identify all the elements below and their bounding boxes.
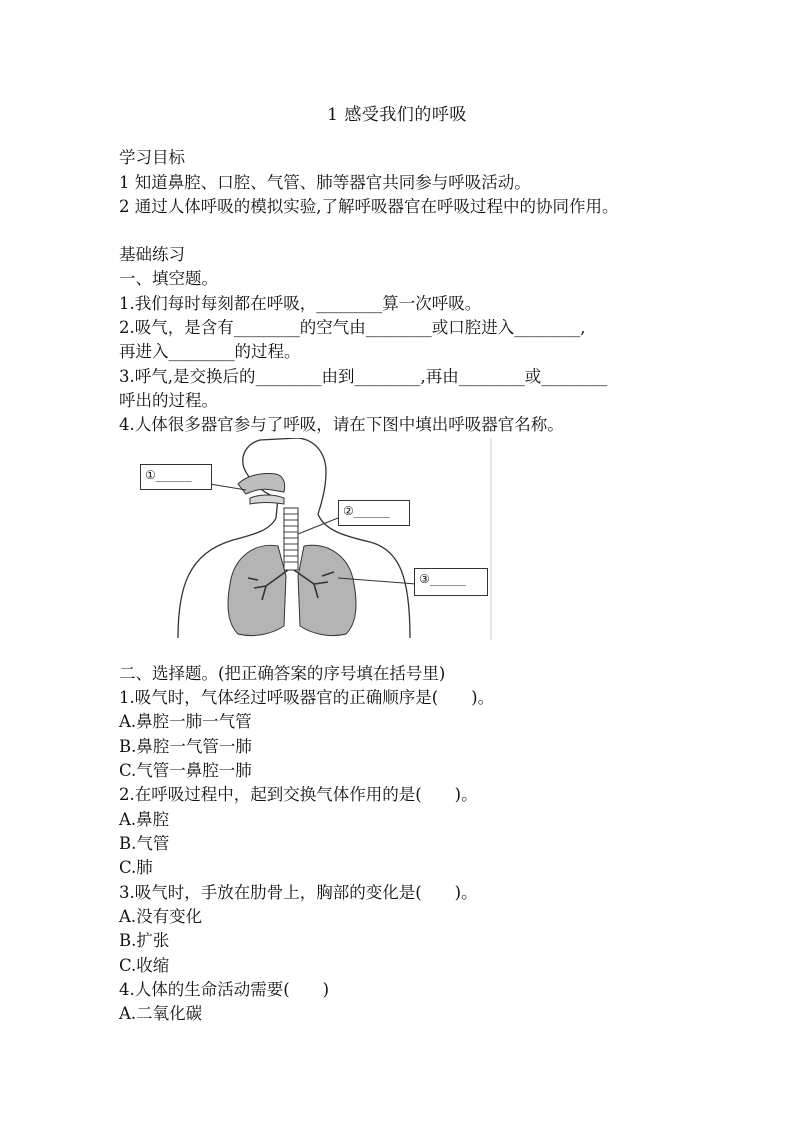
choice-option: C.收缩 <box>119 956 170 975</box>
choice-option: B.鼻腔一气管一肺 <box>119 737 252 756</box>
fill-question-continued: 呼出的过程。 <box>119 391 218 410</box>
oral-cavity <box>250 495 284 504</box>
objective-item: 2 通过人体呼吸的模拟实验,了解呼吸器官在呼吸过程中的协同作用。 <box>119 197 619 216</box>
page-title: 1 感受我们的呼吸 <box>327 105 467 125</box>
choice-option: B.气管 <box>119 834 170 853</box>
fill-question: 4.人体很多器官参与了呼吸，请在下图中填出呼吸器官名称。 <box>119 415 564 434</box>
choice-option: C.肺 <box>119 858 153 877</box>
choice-question: 2.在呼吸过程中，起到交换气体作用的是( )。 <box>119 785 478 804</box>
fill-question: 3.呼气,是交换后的________由到________,再由________或________ <box>119 367 608 386</box>
fill-question: 2.吸气，是含有________的空气由________或口腔进入________, <box>119 318 586 337</box>
choice-section-heading: 二、选择题。(把正确答案的序号填在括号里) <box>119 664 446 683</box>
practice-heading: 基础练习 <box>119 245 185 264</box>
trachea <box>284 508 298 570</box>
label-box-2[interactable]: ②______ <box>338 500 410 526</box>
choice-option: A.鼻腔 <box>119 810 170 829</box>
right-lung <box>298 545 356 635</box>
choice-option: A.鼻腔一肺一气管 <box>119 712 252 731</box>
label-box-1[interactable]: ①______ <box>140 464 212 490</box>
choice-question: 4.人体的生命活动需要( ) <box>119 980 330 999</box>
fill-question: 1.我们每时每刻都在呼吸，________算一次呼吸。 <box>119 294 482 313</box>
choice-question: 1.吸气时，气体经过呼吸器官的正确顺序是( )。 <box>119 688 495 707</box>
respiratory-system-figure <box>138 438 494 640</box>
choice-option: A.没有变化 <box>119 907 203 926</box>
fill-question-continued: 再进入________的过程。 <box>119 342 301 361</box>
choice-option: C.气管一鼻腔一肺 <box>119 761 252 780</box>
label-box-3[interactable]: ③______ <box>414 568 488 596</box>
callout-leader-2 <box>298 518 338 534</box>
objective-item: 1 知道鼻腔、口腔、气管、肺等器官共同参与呼吸活动。 <box>119 173 531 192</box>
choice-option: A.二氧化碳 <box>119 1004 203 1023</box>
nasal-cavity <box>238 473 285 494</box>
left-lung <box>228 545 286 635</box>
objectives-heading: 学习目标 <box>119 148 185 167</box>
choice-question: 3.吸气时，手放在肋骨上，胸部的变化是( )。 <box>119 883 478 902</box>
choice-option: B.扩张 <box>119 931 170 950</box>
fill-section-heading: 一、填空题。 <box>119 269 218 288</box>
